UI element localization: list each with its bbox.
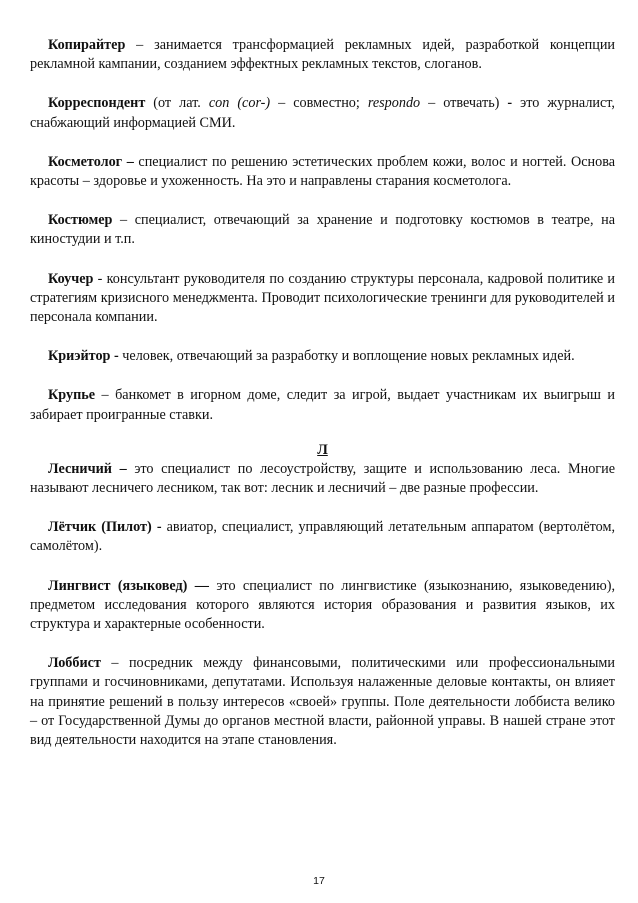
entry-lingvist: [30, 577, 615, 635]
entry-dash: –: [122, 153, 134, 170]
entry-krupie: [30, 386, 615, 424]
entry-definition: – посредник между финансовыми, политическими или профессиональными группами и госчиновниками, депутатами. Используя налаженные деловые контакты, он влияет на принятие решений в пользу интересов «своей» группы. Поле деятельности лоббиста велико – от Государственной Думы до органов местной власти, районной управы. В нашей стране этот вид деятельности находится на этапе становления.: [30, 655, 615, 749]
entry-dash: -: [151, 519, 162, 536]
entry-lesnichiy: [30, 460, 615, 498]
entry-dash: –: [111, 460, 127, 477]
entry-term: Лоббист: [48, 655, 101, 672]
entry-definition: – занимается трансформацией рекламных идей, разработкой концепции рекламной кампании, созданием эффектных рекламных текстов, слоганов.: [30, 37, 615, 73]
entry-kriaytor: [30, 347, 615, 366]
entry-term: Криэйтор: [48, 348, 111, 365]
entry-korrespondent: [30, 94, 615, 132]
entry-kopirayter: [30, 36, 615, 74]
entry-term: Косметолог: [48, 153, 123, 170]
entry-term: Крупье: [48, 387, 96, 404]
page-number: 17: [313, 875, 325, 887]
entry-definition: человек, отвечающий за разработку и воплощение новых рекламных идей.: [118, 348, 575, 365]
entry-definition: специалист по решению эстетических проблем кожи, волос и ногтей. Основа красоты – здоровье и ухоженность. На это и направлены старания косметолога.: [30, 153, 616, 190]
entry-term: Копирайтер: [48, 37, 126, 53]
entry-definition: это специалист по лингвистике (языкознанию, языковедению), предметом исследования которого являются история образования и развития языков, их структура и характерные особенности.: [30, 577, 616, 633]
entry-definition: авиатор, специалист, управляющий летательным аппаратом (вертолётом, самолётом).: [30, 519, 615, 555]
entry-definition-part: – отвечать): [420, 95, 508, 112]
entry-term: Лесничий: [48, 460, 112, 477]
entry-definition: – специалист, отвечающий за хранение и подготовку костюмов в театре, на киностудии и т.п.: [30, 212, 615, 248]
entry-dash: -: [110, 348, 119, 365]
entry-term: Лингвист (языковед): [48, 577, 188, 594]
entry-definition-part: (от лат.: [145, 95, 209, 112]
entry-definition-part: – совместно;: [270, 95, 368, 112]
entry-term: Корреспондент: [48, 95, 146, 112]
entry-kostyumer: [30, 211, 615, 249]
section-letter-heading: Л: [317, 441, 328, 458]
entry-koucher: [30, 270, 615, 328]
entry-term: Лётчик (Пилот): [48, 519, 152, 536]
entry-definition: – банкомет в игорном доме, следит за игрой, выдает участникам их выигрыш и забирает проигранные ставки.: [30, 387, 615, 423]
entry-dash: -: [507, 95, 513, 112]
entry-term: Костюмер: [48, 212, 113, 229]
entry-definition: это специалист по лесоустройству, защите и использованию леса. Многие называют лесничего лесником, так вот: лесник и лесничий – две разные профессии.: [30, 460, 615, 497]
entry-lobbist: [30, 654, 615, 750]
latin-word: con (cor-): [208, 95, 271, 112]
entry-dash: —: [187, 577, 209, 594]
entry-definition-part: это журналист, снабжающий информацией СМИ.: [30, 95, 615, 131]
latin-word: respondo: [367, 95, 421, 112]
entry-definition: - консультант руководителя по созданию структуры персонала, кадровой политике и стратегиям кризисного менеджмента. Проводит психологические тренинги для руководителей и персонала компании.: [30, 270, 615, 326]
entry-letchik: [30, 518, 615, 556]
entry-kosmetolog: [30, 153, 615, 191]
entry-term: Коучер: [48, 270, 94, 287]
